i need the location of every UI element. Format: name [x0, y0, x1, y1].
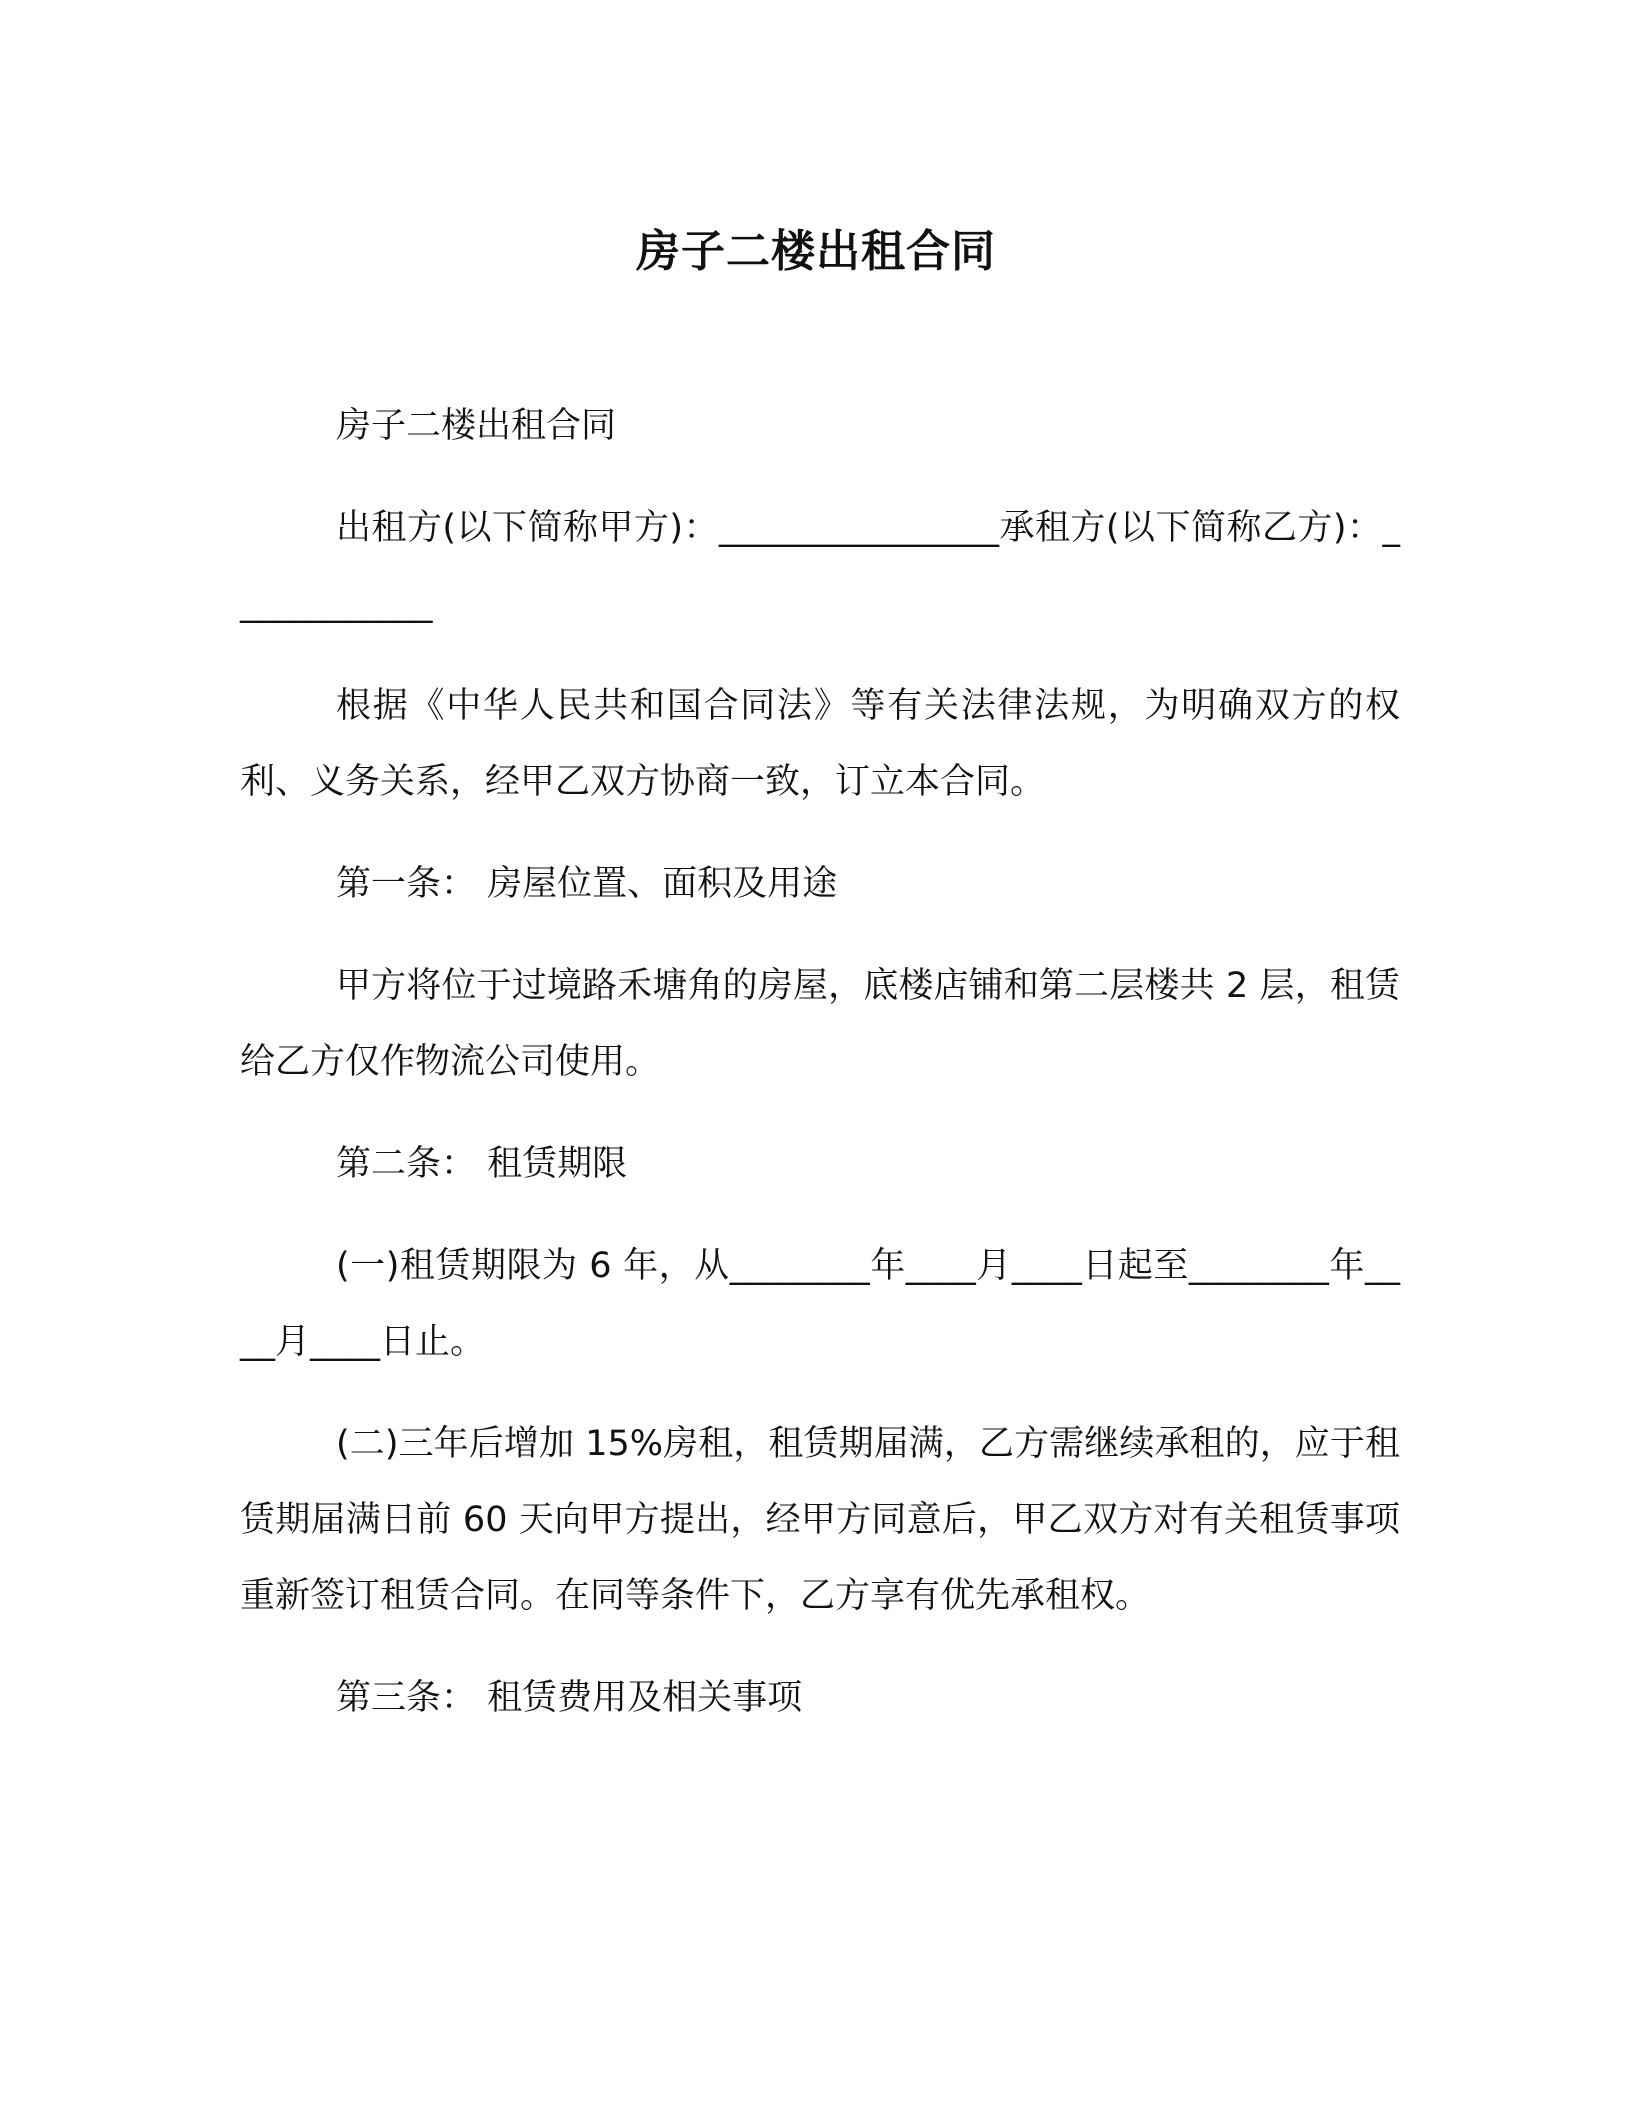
- article-1-heading: 第一条： 房屋位置、面积及用途: [336, 864, 838, 904]
- article-2-clause-2: (二)三年后增加 15%房租，租赁期届满，乙方需继续承租的，应于租赁期届满日前 60 天向甲方提出，经甲方同意后，甲乙双方对有关租赁事项重新签订租赁合同。在同等条件下，乙方享有优先承租权。: [240, 1424, 1400, 1616]
- article-3-heading: 第三条： 租赁费用及相关事项: [336, 1678, 803, 1718]
- article-2-heading: 第二条： 租赁期限: [336, 1144, 628, 1184]
- preamble-paragraph: 根据《中华人民共和国合同法》等有关法律法规，为明确双方的权利、义务关系，经甲乙双方协商一致，订立本合同。: [240, 686, 1400, 802]
- article-2-clause-1: (一)租赁期限为 6 年，从________年____月____日起至________年____月____日止。: [240, 1246, 1400, 1362]
- document-title: 房子二楼出租合同: [636, 226, 996, 277]
- subtitle-paragraph: 房子二楼出租合同: [336, 406, 617, 446]
- parties-paragraph: 出租方(以下简称甲方)：________________承租方(以下简称乙方)：____________: [240, 508, 1400, 624]
- article-1-paragraph: 甲方将位于过境路禾塘角的房屋，底楼店铺和第二层楼共 2 层，租赁给乙方仅作物流公司使用。: [240, 966, 1400, 1082]
- document-body: [240, 388, 1400, 1762]
